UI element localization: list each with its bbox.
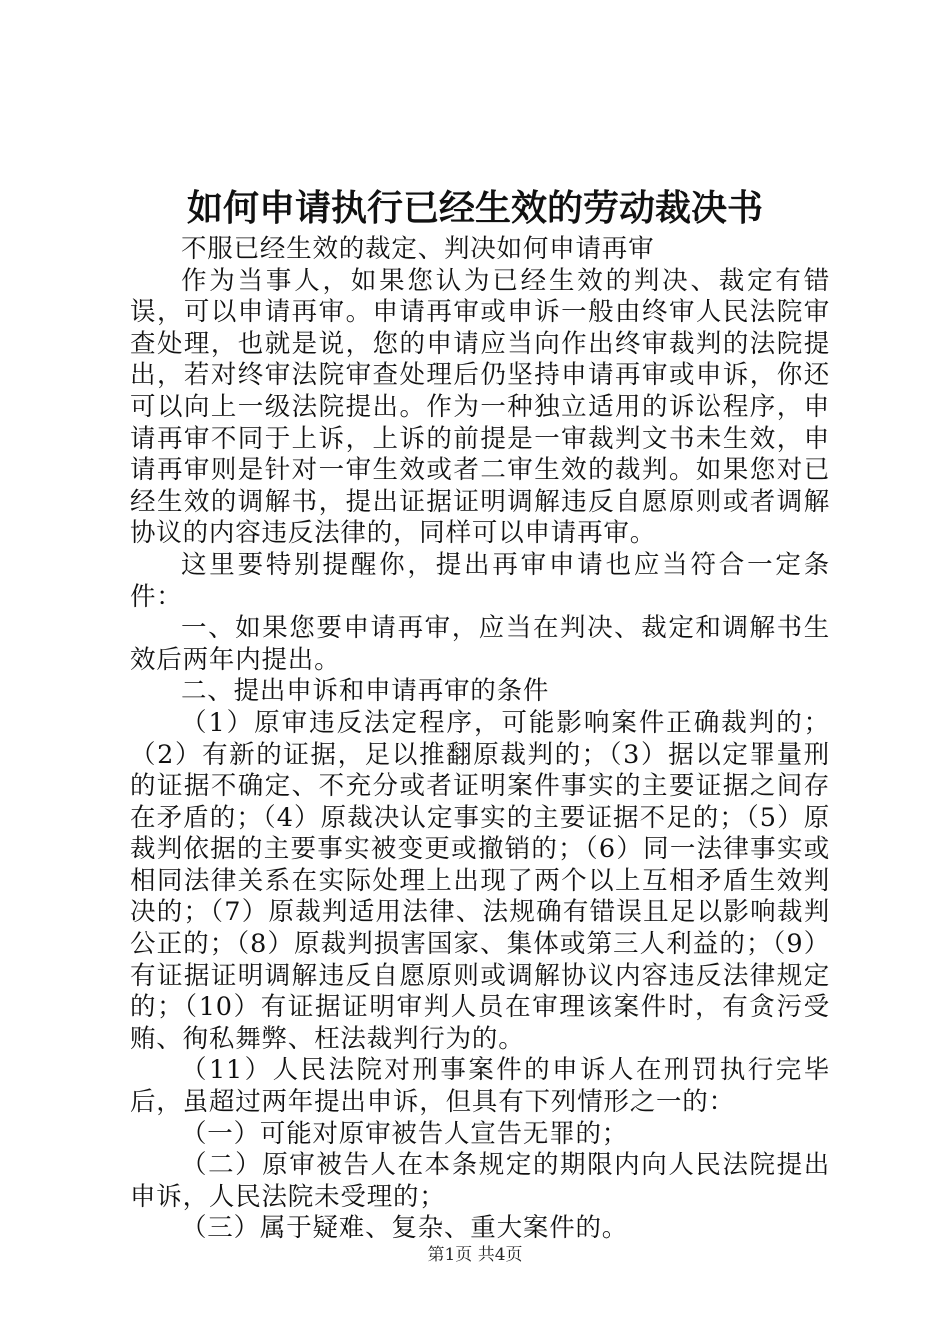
- page-number: 第1页 共4页: [427, 1245, 523, 1265]
- paragraph-sub-item-two: （二）原审被告人在本条规定的期限内向人民法院提出申诉，人民法院未受理的；: [130, 1150, 830, 1212]
- paragraph-condition-one: 一、如果您要申请再审，应当在判决、裁定和调解书生效后两年内提出。: [130, 613, 830, 675]
- document-title: 如何申请执行已经生效的劳动裁决书: [186, 187, 763, 229]
- paragraph-sub-item-three: （三）属于疑难、复杂、重大案件的。: [181, 1213, 629, 1244]
- paragraph-item-eleven: （11）人民法院对刑事案件的申诉人在刑罚执行完毕后，虽超过两年提出申诉，但具有下列情形之一的：: [130, 1055, 830, 1118]
- paragraph-reminder: 这里要特别提醒你，提出再审申请也应当符合一定条件：: [130, 549, 830, 612]
- paragraph-condition-two-heading: 二、提出申诉和申请再审的条件: [181, 676, 550, 707]
- paragraph-subtitle: 不服已经生效的裁定、判决如何申请再审: [181, 234, 655, 264]
- paragraph-intro: 作为当事人，如果您认为已经生效的判决、裁定有错误，可以申请再审。申请再审或申诉一般由终审人民法院审查处理，也就是说，您的申请应当向作出终审裁判的法院提出，若对终审法院审查处理后仍坚持申请再审或申诉，你还可以向上一级法院提出。作为一种独立适用的诉讼程序，申请再审不同于上诉，上诉的前提是一审裁判文书未生效，申请再审则是针对一审生效或者二审生效的裁判。如果您对已经生效的调解书，提出证据证明调解违反自愿原则或者调解协议的内容违反法律的，同样可以申请再审。: [130, 265, 830, 549]
- document-body: [130, 234, 830, 1245]
- paragraph-sub-item-one: （一）可能对原审被告人宣告无罪的；: [181, 1118, 629, 1149]
- paragraph-condition-list: （1）原审违反法定程序，可能影响案件正确裁判的；（2）有新的证据，足以推翻原裁判的；（3）据以定罪量刑的证据不确定、不充分或者证明案件事实的主要证据之间存在矛盾的；（4）原裁决认定事实的主要证据不足的；（5）原裁判依据的主要事实被变更或撤销的；（6）同一法律事实或相同法律关系在实际处理上出现了两个以上互相矛盾生效判决的；（7）原裁判适用法律、法规确有错误且足以影响裁判公正的；（8）原裁判损害国家、集体或第三人利益的；（9）有证据证明调解违反自愿原则或调解协议内容违反法律规定的；（10）有证据证明审判人员在审理该案件时，有贪污受贿、徇私舞弊、枉法裁判行为的。: [130, 707, 830, 1054]
